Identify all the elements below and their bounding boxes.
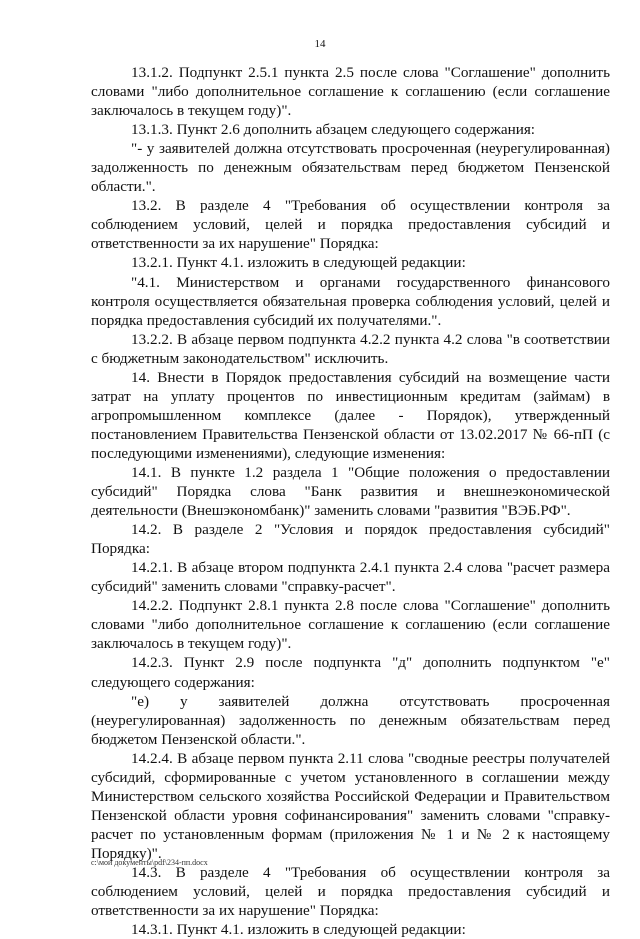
paragraph: 14.2.2. Подпункт 2.8.1 пункта 2.8 после слова "Соглашение" дополнить словами "либо дополнительное соглашение к соглашению (если соглашение заключалось в текущем году)". — [91, 597, 610, 653]
document-body — [91, 63, 610, 939]
paragraph: 14. Внести в Порядок предоставления субсидий на возмещение части затрат на уплату процентов по инвестиционным кредитам (займам) в агропромышленном комплексе (далее - Порядок), утвержденный постановлением Правительства Пензенской области от 13.02.2017 № 66-пП (с последующими изменениями), следующие изменения: — [91, 368, 610, 462]
paragraph: "- у заявителей должна отсутствовать просроченная (неурегулированная) задолженность по денежным обязательствам перед бюджетом Пензенской области.". — [91, 140, 610, 196]
paragraph: "е) у заявителей должна отсутствовать просроченная (неурегулированная) задолженность по денежным обязательствам перед бюджетом Пензенской области.". — [91, 692, 610, 748]
paragraph: 13.1.3. Пункт 2.6 дополнить абзацем следующего содержания: — [131, 121, 536, 139]
paragraph: 14.3.1. Пункт 4.1. изложить в следующей редакции: — [131, 921, 466, 939]
paragraph: 14.3. В разделе 4 "Требования об осуществлении контроля за соблюдением условий, целей и порядка предоставления субсидий и ответственности за их нарушение" Порядка: — [91, 863, 610, 920]
paragraph: 14.2.3. Пункт 2.9 после подпункта "д" дополнить подпунктом "е" следующего содержания: — [91, 654, 610, 691]
paragraph: 14.2.4. В абзаце первом пункта 2.11 слова "сводные реестры получателей субсидий, сформированные с учетом установленного в соглашении между Министерством сельского хозяйства Российской Федерации и Правительством Пензенской области уровня софинансирования" заменить словами "справку-расчет по установленным формам (приложения № 1 и № 2 к настоящему Порядку)". — [91, 749, 610, 862]
page-number: 14 — [314, 38, 326, 50]
paragraph: "4.1. Министерством и органами государственного финансового контроля осуществляется обязательная проверка соблюдения условий, целей и порядка предоставления субсидий их получателями.". — [91, 273, 610, 329]
paragraph: 14.2.1. В абзаце втором подпункта 2.4.1 пункта 2.4 слова "расчет размера субсидий" заменить словами "справку-расчет". — [91, 559, 610, 596]
paragraph: 13.2.1. Пункт 4.1. изложить в следующей редакции: — [131, 254, 466, 272]
paragraph: 14.1. В пункте 1.2 раздела 1 "Общие положения о предоставлении субсидий" Порядка слова "Банк развития и внешнеэкономической деятельности (Внешэкономбанк)" заменить словами "развития "ВЭБ.РФ". — [91, 463, 610, 520]
paragraph: 13.2. В разделе 4 "Требования об осуществлении контроля за соблюдением условий, целей и порядка предоставления субсидий и ответственности за их нарушение" Порядка: — [91, 197, 610, 253]
paragraph: 14.2. В разделе 2 "Условия и порядок предоставления субсидий" Порядка: — [91, 521, 610, 558]
paragraph: 13.1.2. Подпункт 2.5.1 пункта 2.5 после слова "Соглашение" дополнить словами "либо дополнительное соглашение к соглашению (если соглашение заключалось в текущем году)". — [91, 64, 610, 120]
paragraph: 13.2.2. В абзаце первом подпункта 4.2.2 пункта 4.2 слова "в соответствии с бюджетным законодательством" исключить. — [91, 330, 610, 367]
footer-file-path: c:\мои документы\pdf\234-пп.docx — [91, 858, 208, 867]
